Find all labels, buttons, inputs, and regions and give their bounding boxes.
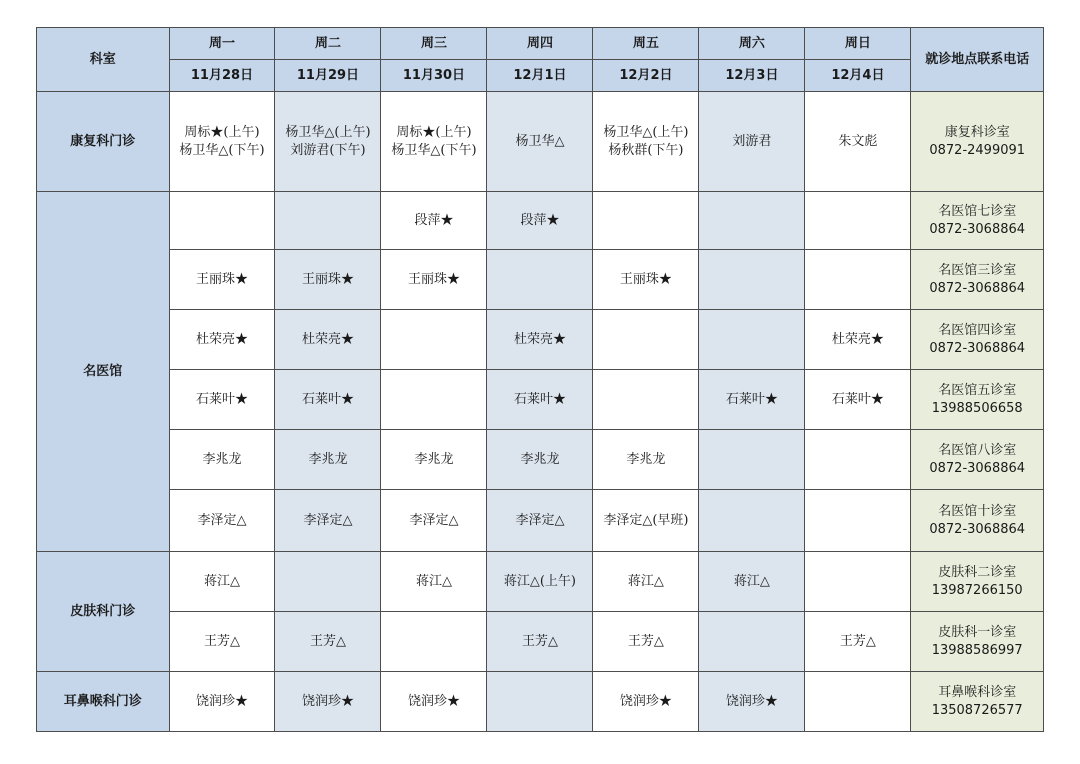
doctor-entry: 李兆龙 [308,451,348,467]
clinic-room-label: 皮肤科一诊室 [938,624,1017,640]
clinic-room-label: 名医馆八诊室 [938,442,1017,458]
doctor-entry: 杜荣亮★ [513,331,566,347]
doctor-entry: 饶润珍★ [301,693,354,709]
schedule-cell [169,672,275,732]
schedule-cell [381,192,487,250]
location-phone-cell [911,490,1044,552]
header-date: 12月2日 [593,60,699,92]
doctor-entry: 李兆龙 [202,451,242,467]
schedule-cell [805,310,911,370]
header-day: 周日 [805,28,911,60]
phone-number: 13987266150 [931,582,1023,598]
schedule-cell [593,430,699,490]
schedule-cell [275,250,381,310]
table-row [37,612,1044,672]
doctor-entry: 王芳△ [203,633,240,649]
doctor-entry: 王芳△ [309,633,346,649]
schedule-cell [487,370,593,430]
schedule-cell [805,250,911,310]
schedule-cell [487,552,593,612]
doctor-entry: 王芳△ [839,633,876,649]
schedule-cell [381,672,487,732]
header-date: 11月30日 [381,60,487,92]
schedule-cell [593,672,699,732]
doctor-entry: 杨卫华△ [515,133,565,149]
table-row [37,310,1044,370]
schedule-cell [381,250,487,310]
doctor-entry: 王芳△ [521,633,558,649]
schedule-cell [593,192,699,250]
doctor-entry: 蒋江△ [415,573,452,589]
schedule-cell [275,310,381,370]
doctor-entry: 杜荣亮★ [195,331,248,347]
department-cell: 康复科门诊 [37,92,170,192]
phone-number: 0872-2499091 [929,142,1026,158]
phone-number: 13508726577 [931,702,1023,718]
clinic-room-label: 名医馆七诊室 [938,203,1017,219]
doctor-entry: 刘游君(下午) [290,142,366,158]
location-phone-cell [911,92,1044,192]
schedule-cell [699,192,805,250]
schedule-cell [275,430,381,490]
schedule-cell [275,672,381,732]
doctor-entry: 饶润珍★ [195,693,248,709]
schedule-cell [275,192,381,250]
location-phone-cell [911,612,1044,672]
schedule-cell [593,490,699,552]
doctor-entry: 王芳△ [627,633,664,649]
phone-number: 0872-3068864 [929,460,1026,476]
schedule-cell [169,490,275,552]
doctor-entry: 周标★(上午) [184,124,260,140]
schedule-cell [805,430,911,490]
doctor-entry: 蒋江△ [627,573,664,589]
doctor-entry: 段萍★ [414,212,454,228]
schedule-cell [593,612,699,672]
schedule-cell [487,310,593,370]
doctor-entry: 饶润珍★ [407,693,460,709]
doctor-entry: 杜荣亮★ [301,331,354,347]
doctor-entry: 刘游君 [732,133,772,149]
department-cell: 皮肤科门诊 [37,552,170,672]
table-row [37,490,1044,552]
schedule-cell [699,370,805,430]
schedule-cell [805,92,911,192]
schedule-cell [805,552,911,612]
schedule-cell [487,490,593,552]
location-phone-cell [911,192,1044,250]
doctor-entry: 杜荣亮★ [831,331,884,347]
phone-number: 0872-3068864 [929,521,1026,537]
doctor-entry: 杨卫华△(上午) [603,124,689,140]
doctor-entry: 朱文彪 [838,133,878,149]
doctor-entry: 蒋江△(上午) [503,573,577,589]
schedule-cell [275,552,381,612]
department-cell: 名医馆 [37,192,170,552]
doctor-entry: 李兆龙 [520,451,560,467]
table-row [37,672,1044,732]
clinic-room-label: 耳鼻喉科诊室 [938,684,1017,700]
schedule-cell [805,192,911,250]
doctor-entry: 蒋江△ [203,573,240,589]
doctor-entry: 石莱叶★ [195,391,248,407]
header-day: 周六 [699,28,805,60]
header-day: 周一 [169,28,275,60]
schedule-cell [593,92,699,192]
schedule-cell [169,430,275,490]
schedule-cell [169,370,275,430]
header-department: 科室 [37,28,170,92]
doctor-entry: 蒋江△ [733,573,770,589]
schedule-cell [699,430,805,490]
schedule-cell [593,370,699,430]
schedule-cell [169,310,275,370]
phone-number: 0872-3068864 [929,280,1026,296]
schedule-cell [169,250,275,310]
location-phone-cell [911,430,1044,490]
doctor-entry: 李兆龙 [626,451,666,467]
schedule-cell [487,250,593,310]
schedule-cell [805,672,911,732]
doctor-entry: 李泽定△ [515,512,565,528]
schedule-cell [381,552,487,612]
schedule-cell [275,370,381,430]
doctor-entry: 杨卫华△(下午) [179,142,265,158]
schedule-cell [593,250,699,310]
schedule-container [36,27,1044,732]
schedule-cell [169,552,275,612]
schedule-cell [699,612,805,672]
doctor-entry: 李泽定△ [409,512,459,528]
doctor-entry: 杨卫华△(下午) [391,142,477,158]
clinic-room-label: 名医馆十诊室 [938,503,1017,519]
schedule-cell [275,92,381,192]
table-row [37,370,1044,430]
clinic-room-label: 名医馆四诊室 [938,322,1017,338]
schedule-cell [699,250,805,310]
doctor-entry: 王丽珠★ [195,271,248,287]
clinic-room-label: 康复科诊室 [944,124,1010,140]
schedule-cell [699,672,805,732]
phone-number: 13988506658 [931,400,1023,416]
clinic-schedule-table [36,27,1044,732]
clinic-room-label: 名医馆三诊室 [938,262,1017,278]
schedule-cell [805,612,911,672]
schedule-cell [381,310,487,370]
location-phone-cell [911,552,1044,612]
schedule-cell [699,490,805,552]
table-row [37,92,1044,192]
schedule-cell [381,92,487,192]
doctor-entry: 饶润珍★ [725,693,778,709]
schedule-cell [381,612,487,672]
doctor-entry: 石莱叶★ [725,391,778,407]
schedule-cell [487,672,593,732]
header-day: 周三 [381,28,487,60]
table-row [37,430,1044,490]
table-row [37,552,1044,612]
header-date: 11月28日 [169,60,275,92]
doctor-entry: 段萍★ [520,212,560,228]
schedule-cell [805,370,911,430]
schedule-cell [381,370,487,430]
schedule-cell [487,192,593,250]
schedule-cell [381,430,487,490]
doctor-entry: 李泽定△ [303,512,353,528]
schedule-cell [699,310,805,370]
doctor-entry: 王丽珠★ [301,271,354,287]
doctor-entry: 石莱叶★ [513,391,566,407]
schedule-cell [699,92,805,192]
schedule-cell [593,552,699,612]
doctor-entry: 周标★(上午) [396,124,472,140]
schedule-cell [699,552,805,612]
schedule-cell [593,310,699,370]
doctor-entry: 石莱叶★ [831,391,884,407]
schedule-cell [169,92,275,192]
doctor-entry: 王丽珠★ [619,271,672,287]
doctor-entry: 石莱叶★ [301,391,354,407]
schedule-cell [805,490,911,552]
header-date: 12月1日 [487,60,593,92]
department-cell: 耳鼻喉科门诊 [37,672,170,732]
doctor-entry: 杨卫华△(上午) [285,124,371,140]
phone-number: 0872-3068864 [929,340,1026,356]
doctor-entry: 饶润珍★ [619,693,672,709]
header-day: 周五 [593,28,699,60]
phone-number: 13988586997 [931,642,1023,658]
clinic-room-label: 名医馆五诊室 [938,382,1017,398]
schedule-cell [275,612,381,672]
doctor-entry: 杨秋群(下午) [608,142,684,158]
schedule-cell [487,612,593,672]
header-date: 11月29日 [275,60,381,92]
location-phone-cell [911,250,1044,310]
doctor-entry: 李泽定△ [197,512,247,528]
header-day: 周二 [275,28,381,60]
phone-number: 0872-3068864 [929,221,1026,237]
location-phone-cell [911,310,1044,370]
schedule-cell [275,490,381,552]
table-row [37,192,1044,250]
doctor-entry: 王丽珠★ [407,271,460,287]
doctor-entry: 李泽定△(早班) [603,512,689,528]
header-date: 12月4日 [805,60,911,92]
clinic-room-label: 皮肤科二诊室 [938,564,1017,580]
doctor-entry: 李兆龙 [414,451,454,467]
schedule-cell [487,92,593,192]
schedule-cell [381,490,487,552]
schedule-cell [487,430,593,490]
location-phone-cell [911,672,1044,732]
header-date: 12月3日 [699,60,805,92]
table-row [37,250,1044,310]
header-day: 周四 [487,28,593,60]
schedule-cell [169,612,275,672]
header-location-phone: 就诊地点联系电话 [911,28,1044,92]
location-phone-cell [911,370,1044,430]
schedule-cell [169,192,275,250]
